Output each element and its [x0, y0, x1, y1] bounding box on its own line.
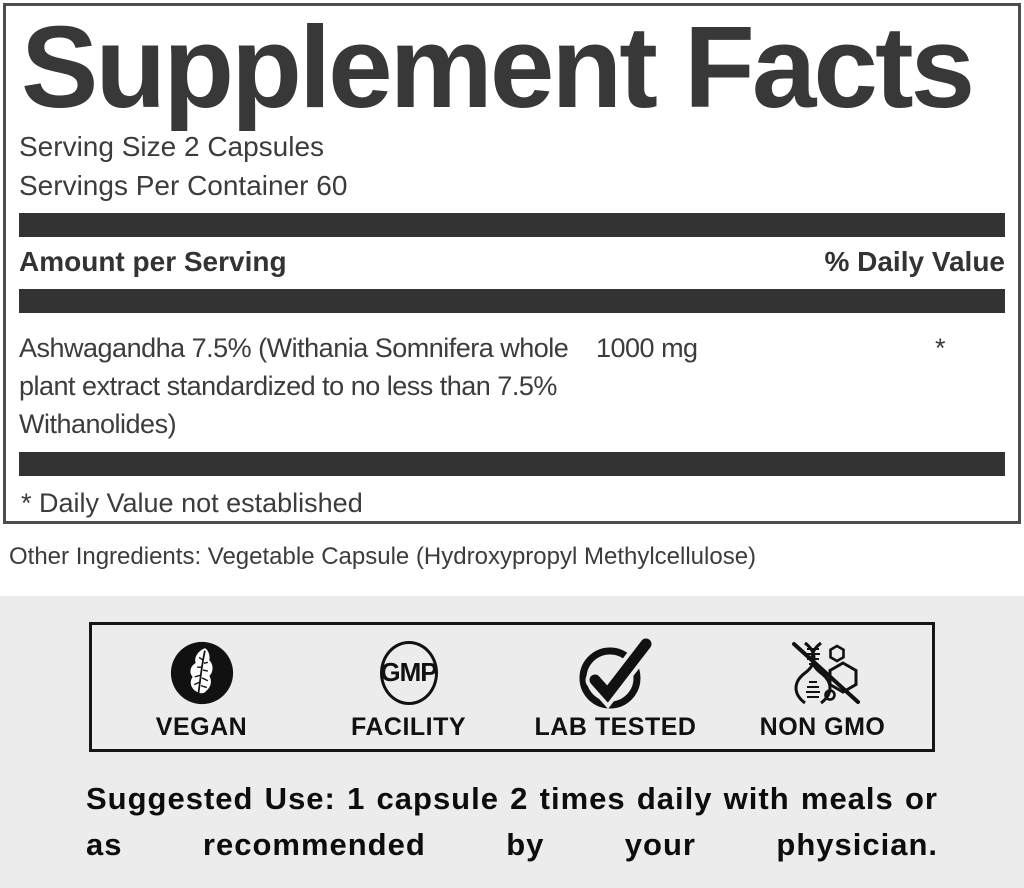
supplement-facts-panel [3, 3, 1021, 524]
serving-size: Serving Size 2 Capsules [19, 131, 325, 162]
servings-per-container: Servings Per Container 60 [19, 170, 348, 201]
badge-label: NON GMO [759, 712, 886, 741]
badge-label: FACILITY [350, 712, 467, 741]
leaf-icon [168, 637, 236, 709]
checkmark-circle-icon [574, 637, 658, 709]
serving-info [19, 127, 1005, 205]
gmp-circle-icon [380, 637, 438, 709]
badge-vegan [98, 637, 305, 742]
badges-box [89, 622, 935, 752]
panel-title: Supplement Facts [21, 3, 973, 132]
info-section [0, 596, 1024, 888]
ingredient-daily-value: * [934, 333, 945, 363]
badge-non-gmo [719, 637, 926, 742]
badge-label: VEGAN [155, 712, 248, 741]
divider-bar [19, 289, 1005, 313]
daily-value-footnote: * Daily Value not established [21, 488, 363, 518]
other-ingredients: Other Ingredients: Vegetable Capsule (Hydroxypropyl Methylcellulose) [9, 543, 757, 570]
divider-bar [19, 452, 1005, 476]
column-header-row [19, 237, 1005, 289]
ingredient-name: Ashwagandha 7.5% (Withania Somnifera whole plant extract standardized to no less than 7.5% Withanolides) [19, 333, 569, 439]
ingredient-amount: 1000 mg [596, 333, 698, 363]
daily-value-header: % Daily Value [824, 246, 1005, 277]
badge-label: LAB TESTED [534, 712, 697, 741]
dna-strikethrough-icon [781, 637, 865, 709]
amount-per-serving-header: Amount per Serving [19, 246, 287, 277]
badge-lab-tested [512, 637, 719, 742]
gmp-text: GMP [380, 657, 437, 687]
divider-bar [19, 213, 1005, 237]
suggested-use-text: Suggested Use: 1 capsule 2 times daily with meals or as recommended by your physician. [86, 781, 938, 862]
ingredient-row [19, 313, 1005, 447]
badge-gmp-facility [305, 637, 512, 742]
